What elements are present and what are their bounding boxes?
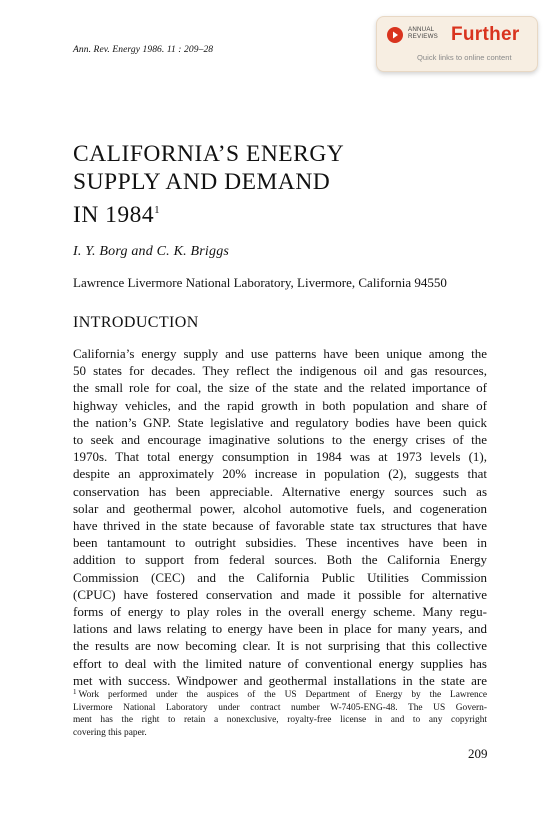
footnote <box>73 686 487 739</box>
footnote-line: ment has the right to retain a nonexclusive, royalty-free license in and to any copyright <box>73 715 487 726</box>
body-line: 50 states for decades. They reflect the indigenous oil and gas resources, <box>73 363 487 379</box>
author-affiliation: Lawrence Livermore National Laboratory, Livermore, California 94550 <box>73 275 447 290</box>
body-line: highway vehicles, and the rapid growth in both population and share of <box>73 397 487 413</box>
body-line: solar and geothermal power, alcohol automotive fuels, and cogeneration <box>73 500 487 516</box>
body-line: the small role for coal, the size of the state and the related importance of <box>73 380 487 396</box>
title-line: CALIFORNIA’S ENERGY <box>73 141 345 167</box>
section-heading-introduction: INTRODUCTION <box>73 314 199 331</box>
title-line: SUPPLY AND DEMAND <box>73 169 331 195</box>
article-title <box>73 140 433 229</box>
play-arrow-icon <box>390 30 400 40</box>
body-line: the results are now becoming clear. It is not surprising that this collective <box>73 638 487 654</box>
body-line: lations and laws relating to energy have been in place for many years, and <box>73 621 487 637</box>
footnote-marker: 1 <box>73 688 77 696</box>
body-line: effort to deal with the limited nature of conventional energy supplies has <box>73 655 487 671</box>
introduction-paragraph <box>73 345 487 689</box>
title-line-text: IN 1984 <box>73 202 155 228</box>
badge-subtitle: Quick links to online content <box>417 53 512 62</box>
badge-small-line-1: ANNUAL <box>408 26 435 33</box>
annual-reviews-logo-icon <box>387 27 403 43</box>
badge-publisher-name <box>408 26 448 40</box>
footnote-line: covering this paper. <box>73 727 147 738</box>
body-line: Commission (CEC) and the California Public Utilities Commission <box>73 569 487 585</box>
body-line: conservation has been appreciable. Alternative energy sources such as <box>73 483 487 499</box>
title-line-last <box>73 196 433 229</box>
body-line: (CPUC) have fostered conservation and made it possible for alternative <box>73 586 487 602</box>
further-quick-links-button[interactable] <box>376 16 538 72</box>
author-list: I. Y. Borg and C. K. Briggs <box>73 244 230 259</box>
badge-small-line-2: REVIEWS <box>408 33 438 40</box>
body-line: California’s energy supply and use patterns have been unique among the <box>73 346 487 361</box>
journal-reference: Ann. Rev. Energy 1986. 11 : 209–28 <box>73 45 214 55</box>
body-line: to seek and encourage imaginative solutions to the energy crises of the <box>73 432 487 448</box>
page-number: 209 <box>468 746 488 761</box>
body-line: been tantamount to outright subsidies. These incentives have been in <box>73 535 487 551</box>
badge-further-label: Further <box>451 24 520 45</box>
body-line: forms of energy to play roles in the overall energy scheme. Many regu- <box>73 604 487 620</box>
body-line: despite an approximately 20% increase in population (2), suggests that <box>73 466 487 482</box>
body-line: have thrived in the state because of favorable state tax structures that have <box>73 518 487 534</box>
body-line: met with success. Windpower and geothermal installations in the state are <box>73 672 487 688</box>
body-line: 1970s. That total energy consumption in 1984 was at 1973 levels (1), <box>73 449 487 465</box>
title-footnote-marker[interactable]: 1 <box>154 204 160 216</box>
footnote-line <box>73 686 487 702</box>
body-line: addition to support from federal sources. Both the California Energy <box>73 552 487 568</box>
body-line: the nation’s GNP. State legislative and regulatory bodies have been quick <box>73 414 487 430</box>
footnote-line: Livermore National Laboratory under contract number W-7405-ENG-48. The US Govern- <box>73 702 487 713</box>
footnote-line-text: Work performed under the auspices of the US Department of Energy by the Lawrence <box>78 690 487 700</box>
